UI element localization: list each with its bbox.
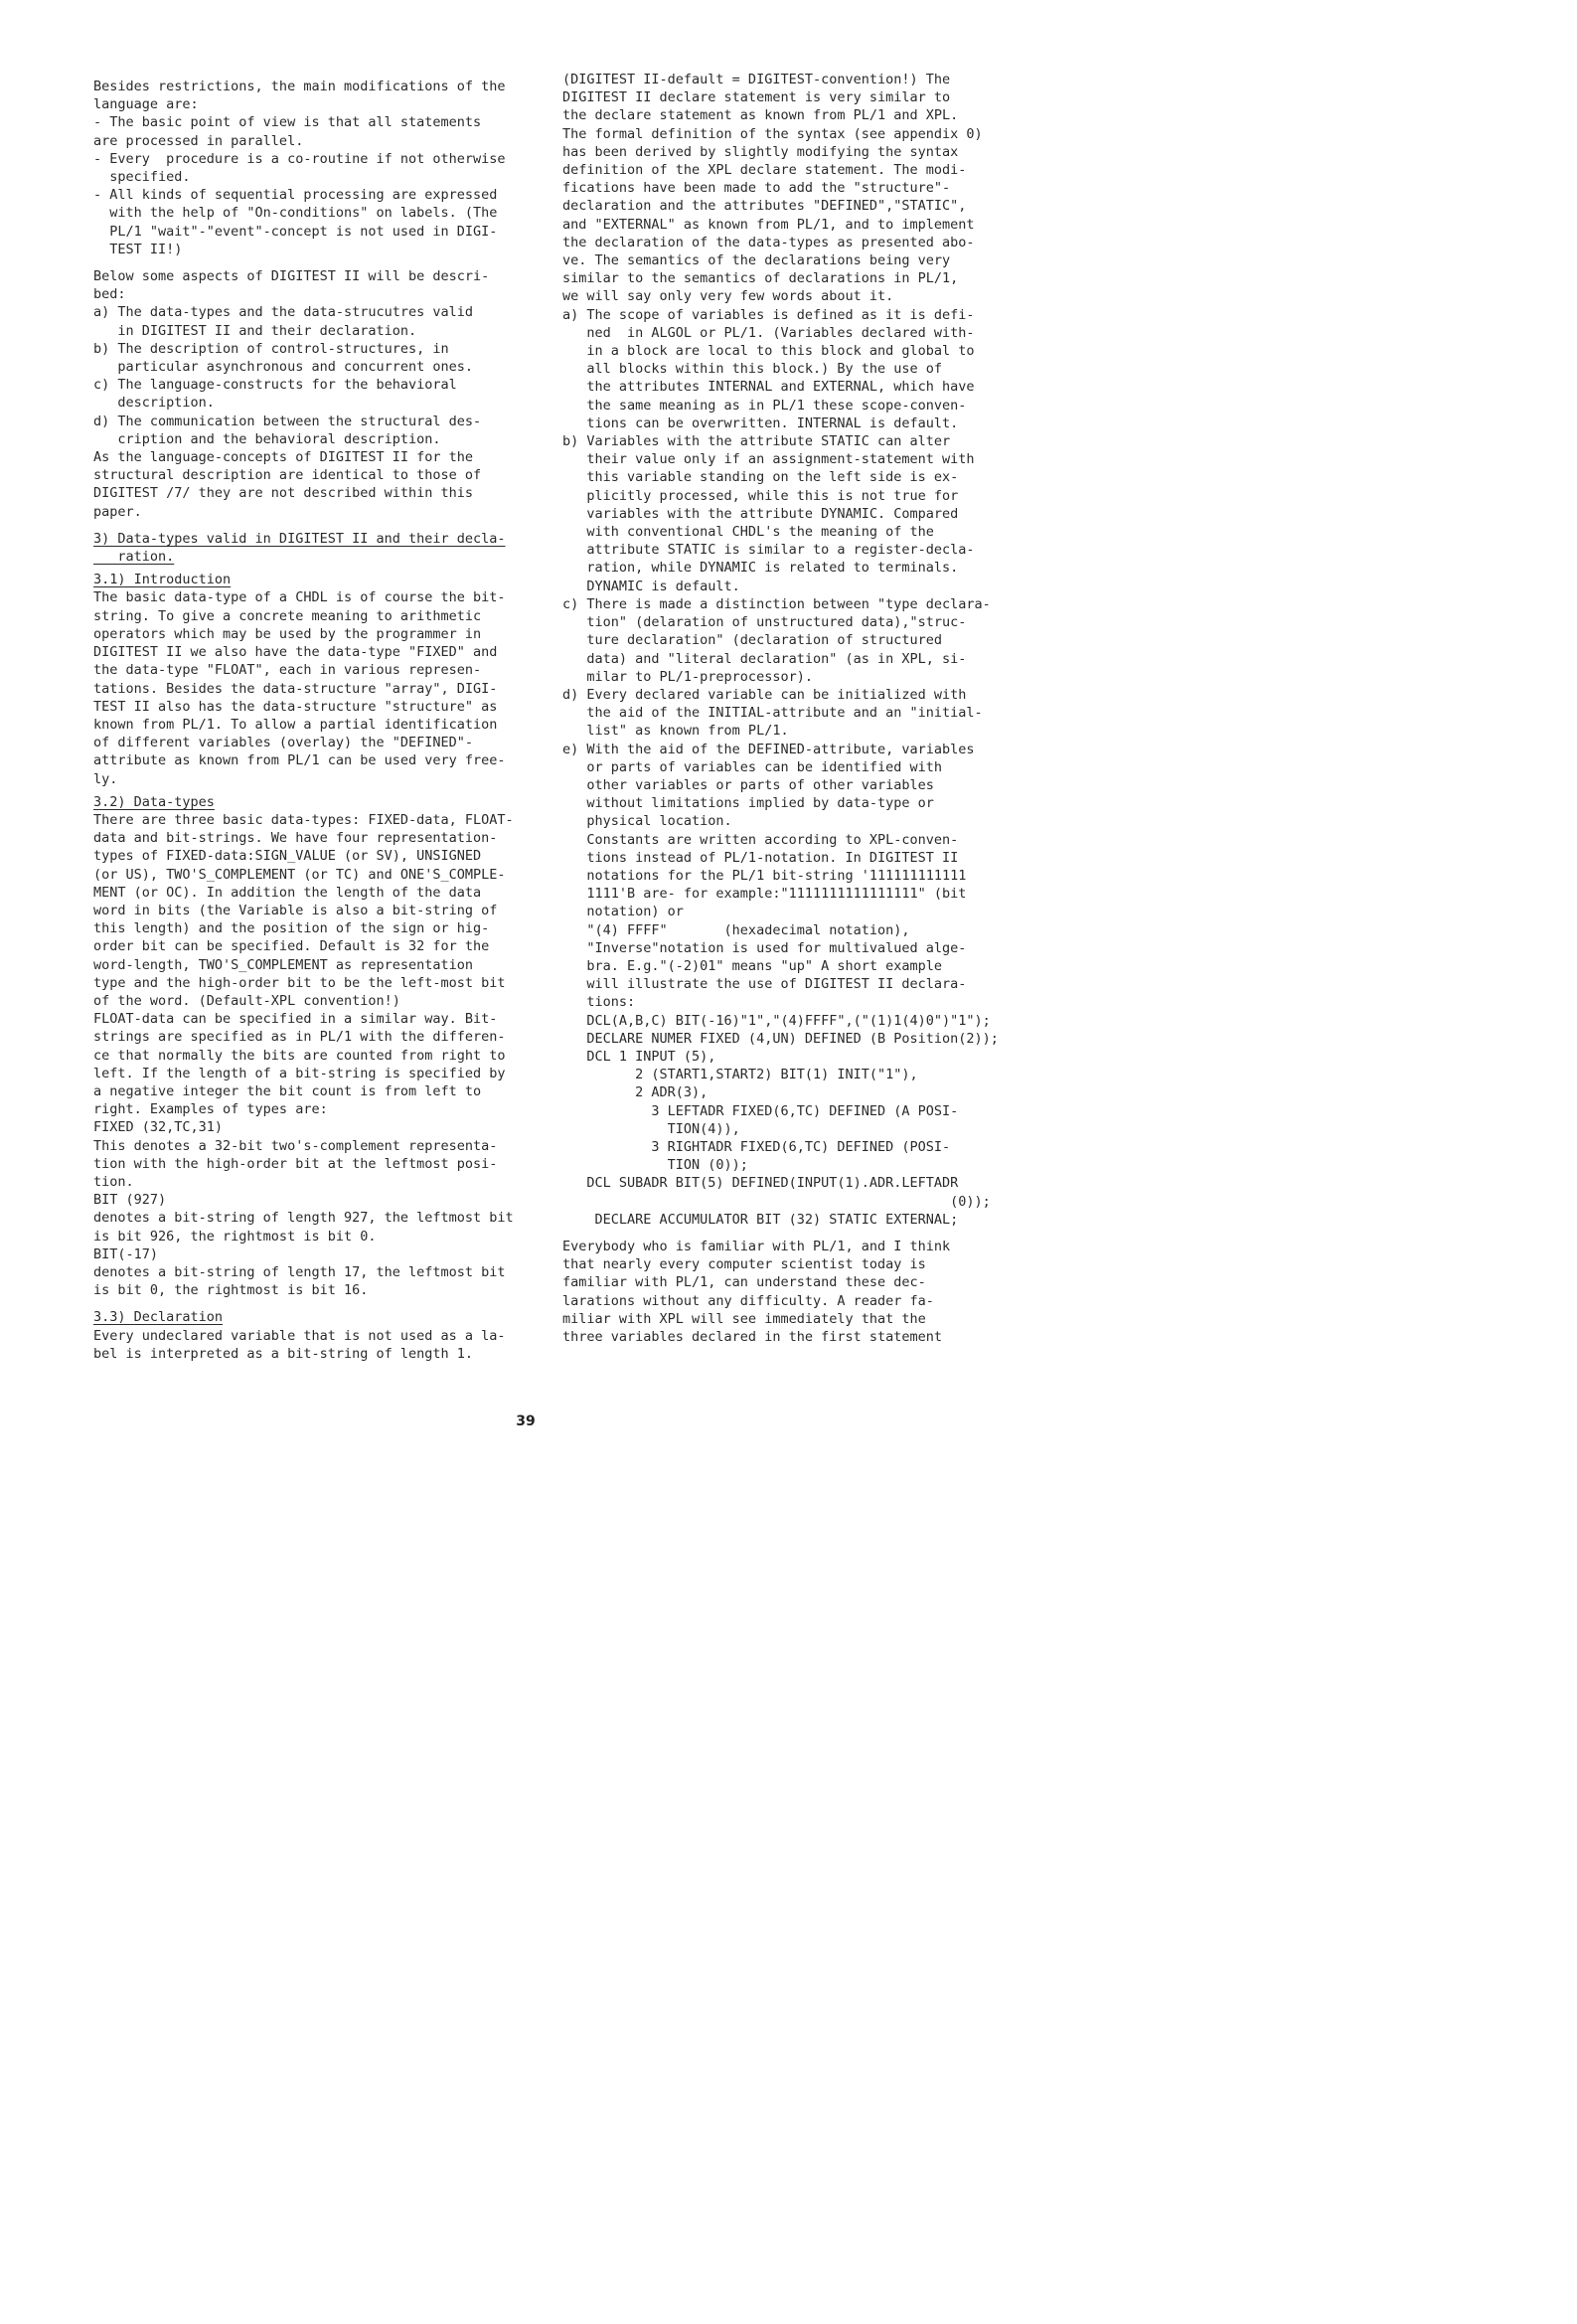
aspects-paragraph: Below some aspects of DIGITEST II will be descri- bed: a) The data-types and the data-strucutres valid in DIGITEST II and their declaration. b) The description of control-structures, in particular asynchronous and concurrent ones. c) The language-constructs for the behavioral description. d) The communication between the structural des- cription and the behavioral description. As the language-concepts of DIGITEST II for the structural description are identical to those of DIGITEST /7/ they are not described within this paper.: [93, 268, 490, 520]
section-3-heading: 3) Data-types valid in DIGITEST II and their decla- ration.: [93, 530, 506, 566]
left-column: [93, 78, 531, 1363]
page-number: 39: [516, 1413, 536, 1429]
right-column: [562, 71, 1010, 1346]
closing-paragraph: Everybody who is familiar with PL/1, and I think that nearly every computer scientist today is familiar with PL/1, can understand these dec- larations without any difficulty. A reader fa- miliar with XPL will see immediately that the three variables declared in the first statement: [562, 1239, 951, 1346]
declare-statement-paragraph: (DIGITEST II-default = DIGITEST-convention!) The DIGITEST II declare statement is very similar to the declare statement as known from PL/1 and XPL. The formal definition of the syntax (see appendix 0) has been derived by slightly modifying the syntax definition of the XPL declare statement. The modi- fications have been made to add the "structure"- declaration and the attributes "DEFINED","STATIC", and "EXTERNAL" as known from PL/1, and to implement the declaration of the data-types as presented abo- ve. The semantics of the declarations being very similar to the semantics of declarations in PL/1, we will say only very few words about it. a) The scope of variables is defined as it is defi- ned in ALGOL or PL/1. (Variables declared with- in a block are local to this block and global to all blocks within this block.) By the use of the attributes INTERNAL and EXTERNAL, which have the same meaning as in PL/1 these scope-conven- tions can be overwritten. INTERNAL is default. b) Variables with the attribute STATIC can alter their value only if an assignment-statement with this variable standing on the left side is ex- plicitly processed, while this is not true for variables with the attribute DYNAMIC. Compared with conventional CHDL's the meaning of the attribute STATIC is similar to a register-decla- ration, while DYNAMIC is related to terminals. DYNAMIC is default. c) There is made a distinction between "type declara- tion" (delaration of unstructured data),"struc- ture declaration" (declaration of structured data) and "literal declaration" (as in XPL, si- milar to PL/1-preprocessor). d) Every declared variable can be initialized with the aid of the INITIAL-attribute and an "initial- list" as known from PL/1. e) With the aid of the DEFINED-attribute, variables or parts of variables can be identified with other variables or parts of other variables without limitations implied by data-type or physical location. Constants are written according to XPL-conven- tions instead of PL/1-notation. In DIGITEST II notations for the PL/1 bit-string '111111111111 1111'B are- for example:"1111111111111111" (bit notation) or "(4) FFFF" (hexadecimal notation), "Inverse"notation is used for multivalued alge- bra. E.g."(-2)01" means "up" A short example will illustrate the use of DIGITEST II declara- tions: DCL(A,B,C) BIT(-16)"1","(4)FFFF",("(1)1(4)0")"1"); DECLARE NUMER FIXED (4,UN) DEFINED (B Position(2)); DCL 1 INPUT (5), 2 (START1,START2) BIT(1) INIT("1"), 2 ADR(3), 3 LEFTADR FIXED(6,TC) DEFINED (A POSI- TION(4)), 3 RIGHTADR FIXED(6,TC) DEFINED (POSI- TION (0)); DCL SUBADR BIT(5) DEFINED(INPUT(1).ADR.LEFTADR (0)); DECLARE ACCUMULATOR BIT (32) STATIC EXTERNAL;: [562, 72, 999, 1228]
document-page: [0, 0, 1051, 1550]
section-3-1-body: The basic data-type of a CHDL is of course the bit- string. To give a concrete meaning to arithmetic operators which may be used by the programmer in DIGITEST II we also have the data-type "FIXED" and the data-type "FLOAT", each in various represen- tations. Besides the data-structure "array", DIGI- TEST II also has the data-structure "structure" as known from PL/1. To allow a partial identification of different variables (overlay) the "DEFINED"- attribute as known from PL/1 can be used very free- ly.: [93, 589, 506, 787]
section-3-2-heading: 3.2) Data-types: [93, 793, 215, 810]
section-3-2-body: There are three basic data-types: FIXED-data, FLOAT- data and bit-strings. We have four representation- types of FIXED-data:SIGN_VALUE (or SV), UNSIGNED (or US), TWO'S_COMPLEMENT (or TC) and ONE'S_COMPLE- MENT (or OC). In addition the length of the data word in bits (the Variable is also a bit-string of this length) and the position of the sign or hig- order bit can be specified. Default is 32 for the word-length, TWO'S_COMPLEMENT as representation type and the high-order bit to be the left-most bit of the word. (Default-XPL convention!) FLOAT-data can be specified in a similar way. Bit- strings are specified as in PL/1 with the differen- ce that normally the bits are counted from right to left. If the length of a bit-string is specified by a negative integer the bit count is from left to right. Examples of types are: FIXED (32,TC,31) This denotes a 32-bit two's-complement representa- tion with the high-order bit at the leftmost posi- tion. BIT (927) denotes a bit-string of length 927, the leftmost bit is bit 926, the rightmost is bit 0. BIT(-17) denotes a bit-string of length 17, the leftmost bit is bit 0, the rightmost is bit 16.: [93, 811, 514, 1299]
intro-paragraph: Besides restrictions, the main modifications of the language are: - The basic point of view is that all statements are processed in parallel. - Every procedure is a co-routine if not otherwise specified. - All kinds of sequential processing are expressed with the help of "On-conditions" on labels. (The PL/1 "wait"-"event"-concept is not used in DIGI- TEST II!): [93, 79, 506, 257]
section-3-1-heading: 3.1) Introduction: [93, 572, 232, 588]
section-3-3-heading: 3.3) Declaration: [93, 1309, 224, 1326]
section-3-3-body: Every undeclared variable that is not used as a la- bel is interpreted as a bit-string of length 1.: [93, 1327, 506, 1362]
